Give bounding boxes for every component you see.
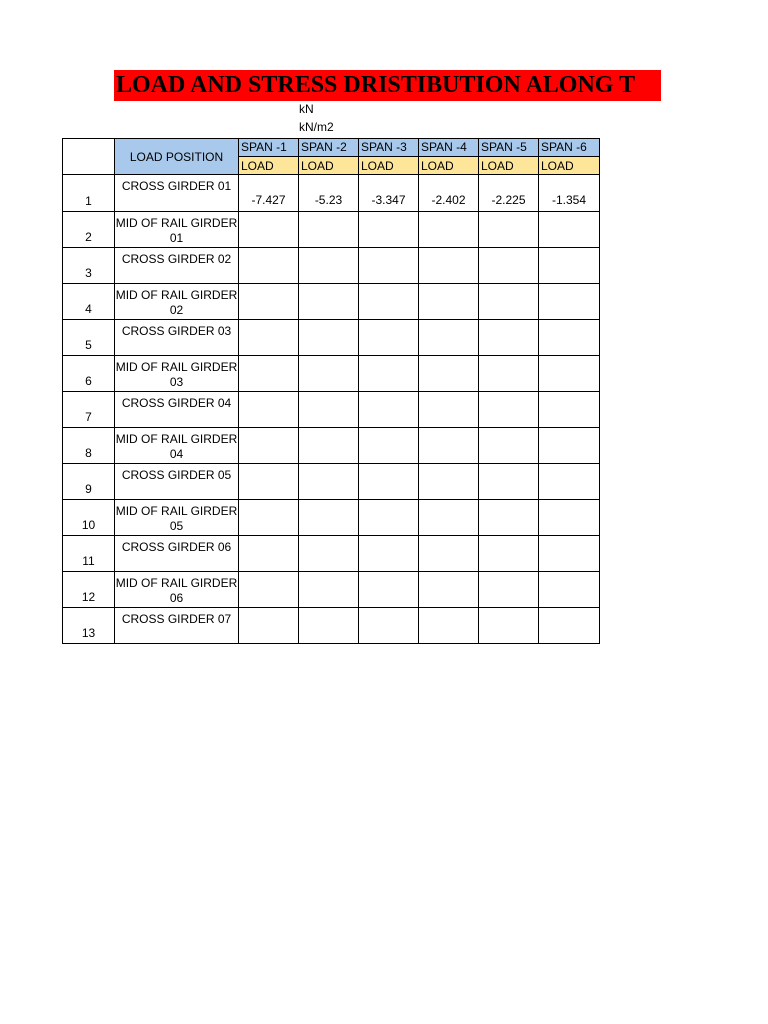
load-value-cell-span-5[interactable] bbox=[479, 248, 539, 284]
load-value-cell-span-1[interactable] bbox=[239, 212, 299, 248]
load-value-cell-span-6[interactable] bbox=[539, 428, 600, 464]
table-row bbox=[63, 392, 600, 428]
row-number-cell[interactable]: 13 bbox=[63, 608, 115, 644]
load-value-cell-span-5[interactable] bbox=[479, 428, 539, 464]
load-value-cell-span-5[interactable] bbox=[479, 392, 539, 428]
load-value-cell-span-1[interactable] bbox=[239, 572, 299, 608]
load-value-cell-span-6[interactable] bbox=[539, 536, 600, 572]
load-position-cell[interactable]: CROSS GIRDER 06 bbox=[115, 536, 239, 572]
load-position-cell[interactable]: MID OF RAIL GIRDER 05 bbox=[115, 500, 239, 536]
load-value-cell-span-2[interactable] bbox=[299, 392, 359, 428]
load-position-cell[interactable]: CROSS GIRDER 01 bbox=[115, 175, 239, 212]
load-position-cell[interactable]: MID OF RAIL GIRDER 03 bbox=[115, 356, 239, 392]
row-number-cell[interactable]: 3 bbox=[63, 248, 115, 284]
table-row bbox=[63, 356, 600, 392]
row-number-cell[interactable]: 6 bbox=[63, 356, 115, 392]
header-blank-cell[interactable] bbox=[63, 139, 115, 175]
load-position-cell[interactable]: MID OF RAIL GIRDER 06 bbox=[115, 572, 239, 608]
load-value-cell-span-2[interactable]: -5.23 bbox=[299, 175, 359, 212]
load-value-cell-span-1[interactable] bbox=[239, 248, 299, 284]
load-value-cell-span-6[interactable] bbox=[539, 464, 600, 500]
load-position-cell[interactable]: CROSS GIRDER 07 bbox=[115, 608, 239, 644]
row-number-cell[interactable]: 12 bbox=[63, 572, 115, 608]
table-row bbox=[63, 500, 600, 536]
subheader-load-3[interactable]: LOAD bbox=[359, 157, 419, 175]
row-number-cell[interactable]: 11 bbox=[63, 536, 115, 572]
load-value-cell-span-1[interactable] bbox=[239, 464, 299, 500]
header-span-6[interactable]: SPAN -6 bbox=[539, 139, 600, 157]
load-position-cell[interactable]: MID OF RAIL GIRDER 02 bbox=[115, 284, 239, 320]
load-value-cell-span-3[interactable] bbox=[359, 356, 419, 392]
load-value-cell-span-6[interactable] bbox=[539, 392, 600, 428]
header-span-5[interactable]: SPAN -5 bbox=[479, 139, 539, 157]
load-position-cell[interactable]: CROSS GIRDER 05 bbox=[115, 464, 239, 500]
load-value-cell-span-1[interactable] bbox=[239, 428, 299, 464]
load-value-cell-span-4[interactable] bbox=[419, 356, 479, 392]
load-value-cell-span-2[interactable] bbox=[299, 464, 359, 500]
header-span-2[interactable]: SPAN -2 bbox=[299, 139, 359, 157]
unit-label-kn: kN bbox=[299, 102, 314, 116]
load-value-cell-span-4[interactable] bbox=[419, 536, 479, 572]
header-load-position[interactable]: LOAD POSITION bbox=[115, 139, 239, 175]
row-number-cell[interactable]: 1 bbox=[63, 175, 115, 212]
table-row bbox=[63, 320, 600, 356]
header-span-3[interactable]: SPAN -3 bbox=[359, 139, 419, 157]
load-value-cell-span-1[interactable] bbox=[239, 320, 299, 356]
load-value-cell-span-5[interactable] bbox=[479, 572, 539, 608]
load-value-cell-span-4[interactable] bbox=[419, 572, 479, 608]
subheader-load-2[interactable]: LOAD bbox=[299, 157, 359, 175]
load-value-cell-span-3[interactable] bbox=[359, 536, 419, 572]
load-value-cell-span-5[interactable]: -2.225 bbox=[479, 175, 539, 212]
load-value-cell-span-1[interactable] bbox=[239, 608, 299, 644]
load-position-cell[interactable]: CROSS GIRDER 04 bbox=[115, 392, 239, 428]
row-number-cell[interactable]: 4 bbox=[63, 284, 115, 320]
subheader-load-1[interactable]: LOAD bbox=[239, 157, 299, 175]
table-row bbox=[63, 284, 600, 320]
load-value-cell-span-3[interactable] bbox=[359, 428, 419, 464]
load-value-cell-span-5[interactable] bbox=[479, 500, 539, 536]
load-position-cell[interactable]: MID OF RAIL GIRDER 01 bbox=[115, 212, 239, 248]
row-number-cell[interactable]: 10 bbox=[63, 500, 115, 536]
table-row bbox=[63, 464, 600, 500]
table-row bbox=[63, 212, 600, 248]
load-value-cell-span-4[interactable] bbox=[419, 428, 479, 464]
load-value-cell-span-2[interactable] bbox=[299, 320, 359, 356]
load-value-cell-span-2[interactable] bbox=[299, 356, 359, 392]
load-value-cell-span-1[interactable]: -7.427 bbox=[239, 175, 299, 212]
table-row bbox=[63, 175, 600, 212]
load-value-cell-span-3[interactable] bbox=[359, 212, 419, 248]
table-row bbox=[63, 572, 600, 608]
load-value-cell-span-4[interactable] bbox=[419, 392, 479, 428]
load-value-cell-span-6[interactable] bbox=[539, 356, 600, 392]
load-value-cell-span-4[interactable] bbox=[419, 248, 479, 284]
table-row bbox=[63, 428, 600, 464]
load-value-cell-span-6[interactable] bbox=[539, 212, 600, 248]
subheader-load-4[interactable]: LOAD bbox=[419, 157, 479, 175]
load-value-cell-span-3[interactable] bbox=[359, 500, 419, 536]
load-value-cell-span-2[interactable] bbox=[299, 284, 359, 320]
load-value-cell-span-1[interactable] bbox=[239, 536, 299, 572]
load-value-cell-span-3[interactable] bbox=[359, 248, 419, 284]
load-value-cell-span-4[interactable]: -2.402 bbox=[419, 175, 479, 212]
load-value-cell-span-6[interactable] bbox=[539, 500, 600, 536]
unit-label-kn-m2: kN/m2 bbox=[299, 120, 334, 134]
subheader-load-6[interactable]: LOAD bbox=[539, 157, 600, 175]
sheet-title: LOAD AND STRESS DRISTIBUTION ALONG T bbox=[114, 70, 661, 101]
load-position-cell[interactable]: MID OF RAIL GIRDER 04 bbox=[115, 428, 239, 464]
load-value-cell-span-4[interactable] bbox=[419, 284, 479, 320]
row-number-cell[interactable]: 8 bbox=[63, 428, 115, 464]
table-row bbox=[63, 536, 600, 572]
header-span-4[interactable]: SPAN -4 bbox=[419, 139, 479, 157]
load-value-cell-span-3[interactable] bbox=[359, 284, 419, 320]
load-value-cell-span-3[interactable] bbox=[359, 392, 419, 428]
load-value-cell-span-1[interactable] bbox=[239, 500, 299, 536]
load-value-cell-span-1[interactable] bbox=[239, 356, 299, 392]
load-value-cell-span-3[interactable]: -3.347 bbox=[359, 175, 419, 212]
load-position-cell[interactable]: CROSS GIRDER 03 bbox=[115, 320, 239, 356]
load-value-cell-span-6[interactable]: -1.354 bbox=[539, 175, 600, 212]
load-value-cell-span-4[interactable] bbox=[419, 500, 479, 536]
load-value-cell-span-4[interactable] bbox=[419, 320, 479, 356]
load-value-cell-span-2[interactable] bbox=[299, 212, 359, 248]
load-value-cell-span-3[interactable] bbox=[359, 572, 419, 608]
row-number-cell[interactable]: 9 bbox=[63, 464, 115, 500]
load-value-cell-span-4[interactable] bbox=[419, 464, 479, 500]
table-row bbox=[63, 608, 600, 644]
load-value-cell-span-5[interactable] bbox=[479, 356, 539, 392]
load-value-cell-span-5[interactable] bbox=[479, 608, 539, 644]
load-value-cell-span-6[interactable] bbox=[539, 248, 600, 284]
load-value-cell-span-6[interactable] bbox=[539, 608, 600, 644]
row-number-cell[interactable]: 7 bbox=[63, 392, 115, 428]
load-value-cell-span-6[interactable] bbox=[539, 284, 600, 320]
row-number-cell[interactable]: 2 bbox=[63, 212, 115, 248]
load-value-cell-span-2[interactable] bbox=[299, 536, 359, 572]
load-value-cell-span-1[interactable] bbox=[239, 284, 299, 320]
load-position-cell[interactable]: CROSS GIRDER 02 bbox=[115, 248, 239, 284]
load-value-cell-span-2[interactable] bbox=[299, 428, 359, 464]
load-value-cell-span-5[interactable] bbox=[479, 212, 539, 248]
load-value-cell-span-3[interactable] bbox=[359, 464, 419, 500]
load-value-cell-span-5[interactable] bbox=[479, 464, 539, 500]
load-value-cell-span-2[interactable] bbox=[299, 572, 359, 608]
subheader-load-5[interactable]: LOAD bbox=[479, 157, 539, 175]
load-value-cell-span-2[interactable] bbox=[299, 608, 359, 644]
load-value-cell-span-3[interactable] bbox=[359, 608, 419, 644]
load-value-cell-span-4[interactable] bbox=[419, 212, 479, 248]
table-row bbox=[63, 248, 600, 284]
load-distribution-table bbox=[62, 138, 600, 644]
load-value-cell-span-1[interactable] bbox=[239, 392, 299, 428]
load-value-cell-span-5[interactable] bbox=[479, 320, 539, 356]
row-number-cell[interactable]: 5 bbox=[63, 320, 115, 356]
load-value-cell-span-5[interactable] bbox=[479, 284, 539, 320]
load-value-cell-span-3[interactable] bbox=[359, 320, 419, 356]
header-span-1[interactable]: SPAN -1 bbox=[239, 139, 299, 157]
load-value-cell-span-6[interactable] bbox=[539, 572, 600, 608]
load-value-cell-span-2[interactable] bbox=[299, 500, 359, 536]
load-value-cell-span-4[interactable] bbox=[419, 608, 479, 644]
load-value-cell-span-2[interactable] bbox=[299, 248, 359, 284]
load-value-cell-span-6[interactable] bbox=[539, 320, 600, 356]
load-value-cell-span-5[interactable] bbox=[479, 536, 539, 572]
